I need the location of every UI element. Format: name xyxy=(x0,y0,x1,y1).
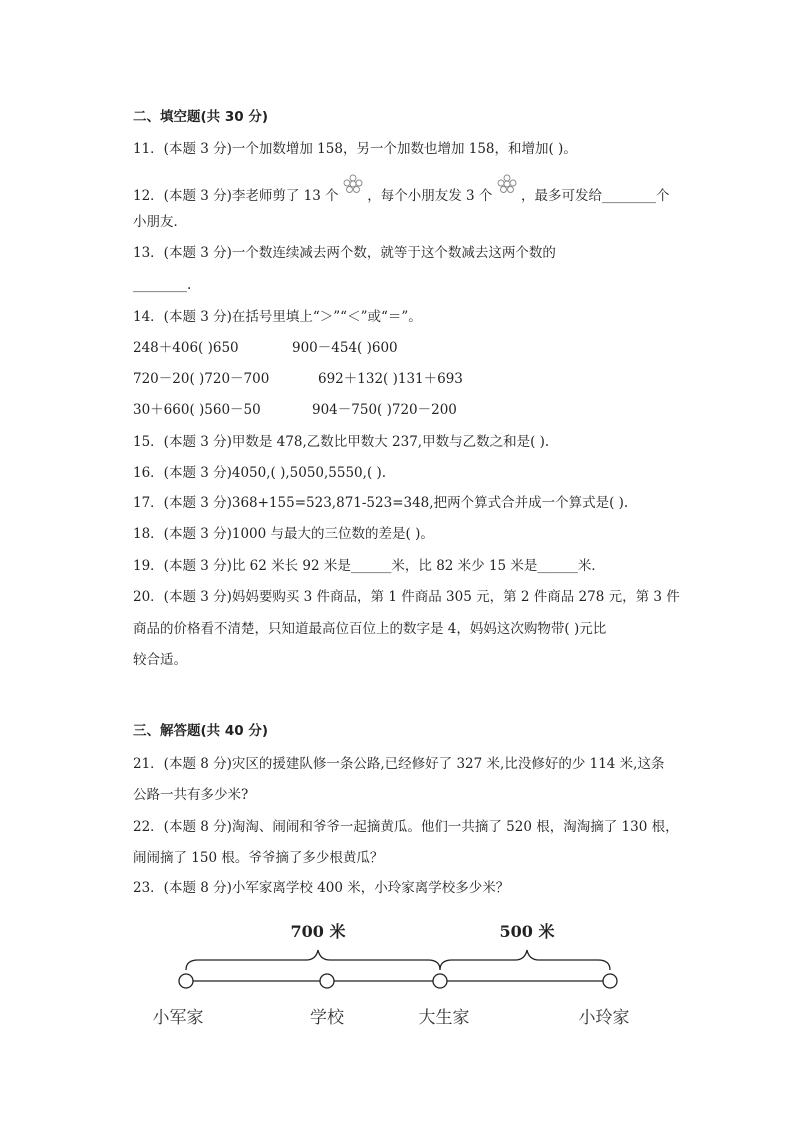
q14-row1-left: 248＋406( )650 xyxy=(133,340,239,356)
q14-row1-right: 900－454( )600 xyxy=(292,340,398,356)
question-18: 18．(本题 3 分)1000 与最大的三位数的差是( )。 xyxy=(133,526,434,542)
question-17: 17．(本题 3 分)368+155=523,871-523=348,把两个算式合并成一个算式是( ). xyxy=(133,495,629,511)
question-16: 16．(本题 3 分)4050,( ),5050,5550,( ). xyxy=(133,465,387,481)
q14-row2-right: 692＋132( )131＋693 xyxy=(318,371,463,387)
brace-right xyxy=(440,950,610,970)
question-22-line2: 闹闹摘了 150 根。爷爷摘了多少根黄瓜？ xyxy=(133,850,384,866)
label-school: 学校 xyxy=(310,1008,344,1028)
brace-right-label: 500 米 xyxy=(499,922,555,941)
q14-row3-right: 904－750( )720－200 xyxy=(312,402,457,418)
section-title-solve: 三、解答题(共 40 分) xyxy=(133,723,269,739)
question-22-line1: 22．(本题 8 分)淘淘、闹闹和爷爷一起摘黄瓜。他们一共摘了 520 根，淘淘摘了 130 根， xyxy=(133,819,679,835)
paper-flower-icon xyxy=(343,174,363,199)
point-xiaoling-home xyxy=(603,974,617,988)
question-11: 11．(本题 3 分)一个加数增加 158，另一个加数也增加 158，和增加( )。 xyxy=(133,141,577,157)
question-21-line2: 公路一共有多少米? xyxy=(133,787,249,803)
question-20-line2: 商品的价格看不清楚，只知道最高位百位上的数字是 4，妈妈这次购物带( )元比 xyxy=(133,621,607,637)
question-13-line1: 13．(本题 3 分)一个数连续减去两个数，就等于这个数减去这两个数的 xyxy=(133,245,556,261)
q14-row2-left: 720－20( )720－700 xyxy=(133,371,270,387)
paper-flower-icon xyxy=(497,174,517,199)
question-12-line1 xyxy=(133,182,670,207)
question-20-line1: 20．(本题 3 分)妈妈要购买 3 件商品，第 1 件商品 305 元，第 2 件商品 278 元，第 3 件 xyxy=(133,589,680,605)
point-school xyxy=(320,974,334,988)
q14-row3-left: 30＋660( )560－50 xyxy=(133,402,261,418)
label-xiaoling-home: 小玲家 xyxy=(578,1008,630,1028)
label-xiaojun-home: 小军家 xyxy=(152,1008,204,1028)
q12-part1: 12．(本题 3 分)李老师剪了 13 个 xyxy=(133,188,339,204)
point-dasheng-home xyxy=(433,974,447,988)
question-13-line2: ________. xyxy=(133,277,192,293)
label-dasheng-home: 大生家 xyxy=(418,1008,470,1028)
brace-left-label: 700 米 xyxy=(290,922,346,941)
question-19: 19．(本题 3 分)比 62 米长 92 米是______米，比 82 米少 15 米是______米． xyxy=(133,558,605,574)
point-xiaojun-home xyxy=(179,974,193,988)
q12-part2: ，每个小朋友发 3 个 xyxy=(367,188,493,204)
question-14-stem: 14．(本题 3 分)在括号里填上“＞”“＜”或“＝”。 xyxy=(133,309,422,325)
question-12-line2: 小朋友． xyxy=(133,214,187,230)
q12-part3: ，最多可发给________个 xyxy=(521,188,670,204)
question-23: 23．(本题 8 分)小军家离学校 400 米，小玲家离学校多少米？ xyxy=(133,880,510,896)
brace-left xyxy=(186,950,440,970)
distance-diagram xyxy=(0,905,794,1055)
question-20-line3: 较合适。 xyxy=(133,652,187,668)
question-21-line1: 21．(本题 8 分)灾区的援建队修一条公路,已经修好了 327 米,比没修好的少 114 米,这条 xyxy=(133,756,665,772)
section-title-fill-in: 二、填空题(共 30 分) xyxy=(133,109,269,125)
question-15: 15．(本题 3 分)甲数是 478,乙数比甲数大 237,甲数与乙数之和是( ). xyxy=(133,434,550,450)
